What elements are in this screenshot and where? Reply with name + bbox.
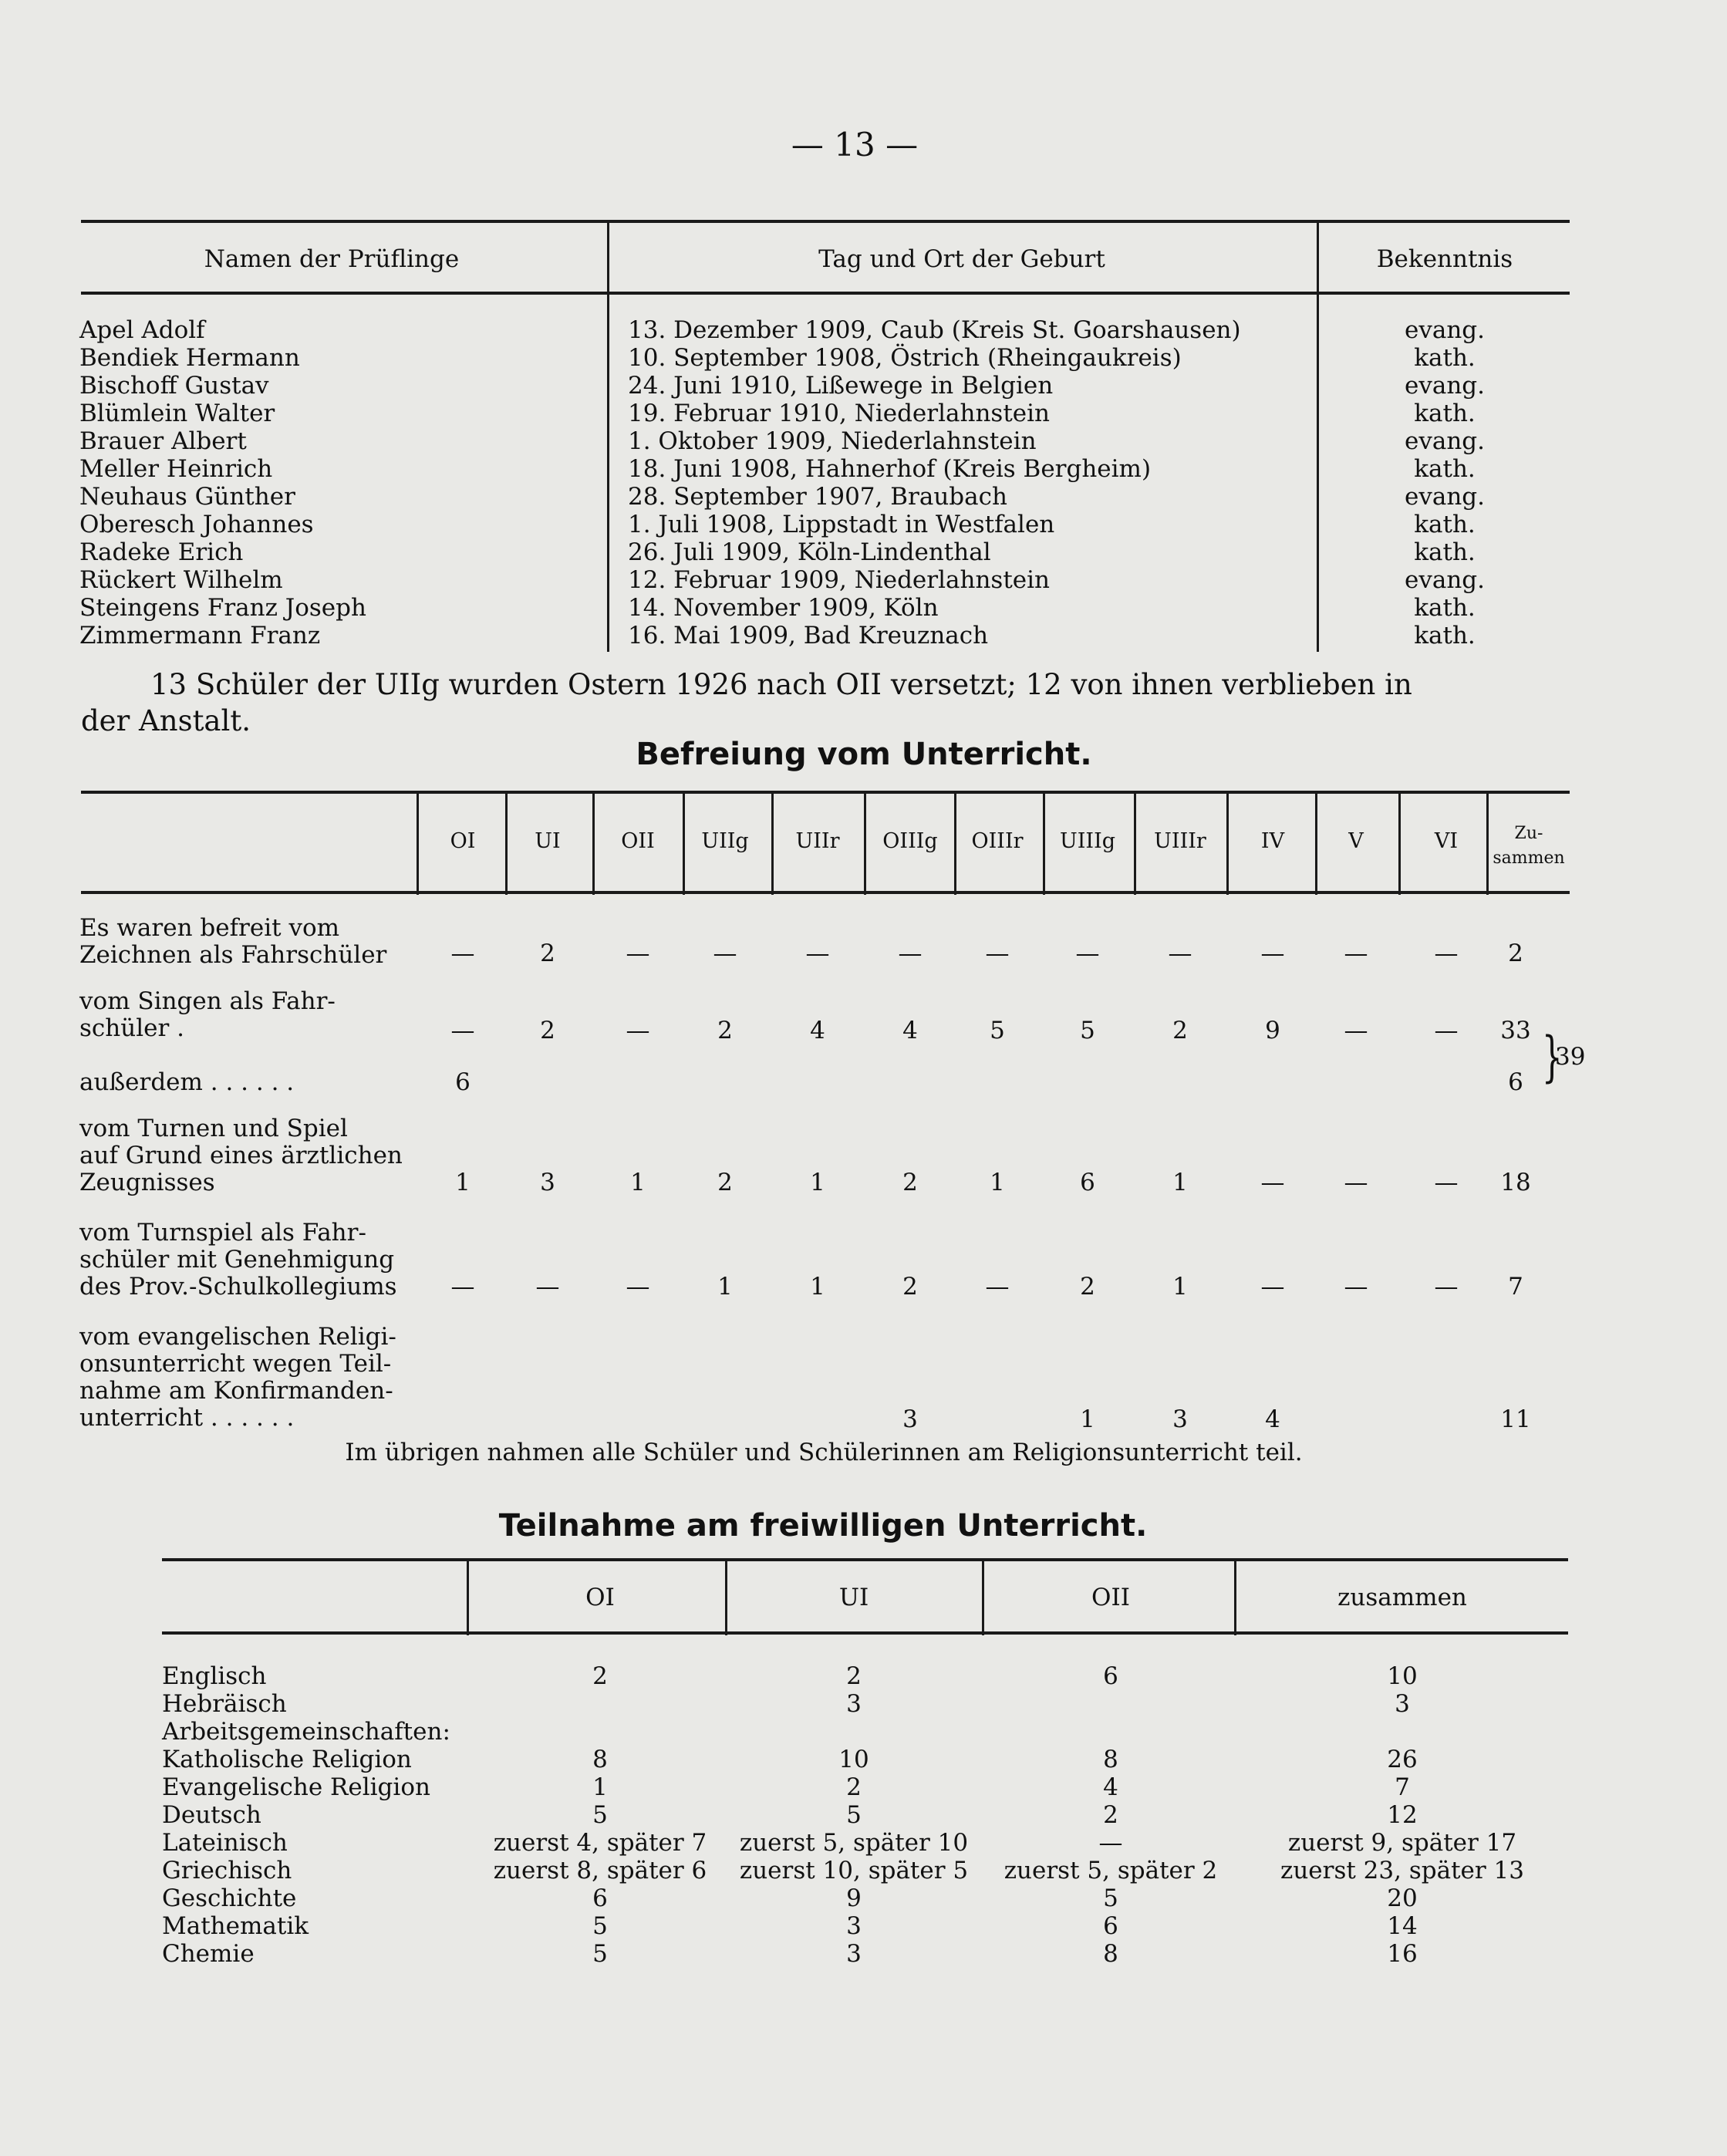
column-divider xyxy=(1486,791,1489,895)
exemption-count: 2 xyxy=(540,1017,555,1044)
exemption-label: schüler . xyxy=(79,1014,184,1042)
birth-date-place: 1. Oktober 1909, Niederlahnstein xyxy=(628,427,1037,455)
exemption-count: 5 xyxy=(990,1017,1005,1044)
participant-count: 12 xyxy=(1387,1801,1418,1829)
exemption-count: — xyxy=(985,940,1010,967)
participant-count: zuerst 8, später 6 xyxy=(493,1857,707,1884)
class-column-header: OI xyxy=(450,829,476,853)
class-column-header: UI xyxy=(838,1584,869,1611)
class-column-header: IV xyxy=(1260,829,1285,853)
participant-count: zuerst 9, später 17 xyxy=(1287,1829,1517,1857)
exemption-count: 2 xyxy=(902,1273,918,1301)
participant-count: 26 xyxy=(1387,1746,1418,1773)
exemption-count: 1 xyxy=(1172,1169,1188,1196)
exemption-label: vom Turnspiel als Fahr- xyxy=(79,1219,366,1247)
exemption-count: — xyxy=(626,940,650,967)
birth-date-place: 14. November 1909, Köln xyxy=(628,594,939,622)
class-column-header: UIIg xyxy=(701,829,749,853)
exemption-count: 6 xyxy=(455,1068,471,1096)
participant-count: 3 xyxy=(846,1690,862,1718)
exemption-count: 3 xyxy=(1172,1405,1188,1433)
class-column-header: OI xyxy=(585,1584,615,1611)
participant-count: 2 xyxy=(846,1773,862,1801)
exemption-label: schüler mit Genehmigung xyxy=(79,1246,395,1274)
participant-count: 10 xyxy=(1387,1662,1418,1690)
religion: evang. xyxy=(1404,427,1486,455)
participant-count: 2 xyxy=(1103,1801,1118,1829)
combined-total: 39 xyxy=(1555,1043,1586,1071)
participant-count: zuerst 4, später 7 xyxy=(493,1829,707,1857)
exemption-count: — xyxy=(805,940,830,967)
exemption-count: — xyxy=(626,1017,650,1044)
class-column-header: V xyxy=(1348,829,1364,853)
column-divider xyxy=(1234,1558,1236,1635)
participant-count: — xyxy=(1098,1829,1123,1857)
participant-count: zuerst 5, später 2 xyxy=(1003,1857,1218,1884)
exemption-total: 2 xyxy=(1508,940,1523,967)
exemption-count: — xyxy=(1075,940,1100,967)
religion: kath. xyxy=(1414,511,1476,538)
class-column-header: OII xyxy=(621,829,655,853)
participant-count: 5 xyxy=(592,1940,608,1968)
exemption-count: 9 xyxy=(1265,1017,1280,1044)
exemption-count: — xyxy=(450,940,475,967)
birth-date-place: 28. September 1907, Braubach xyxy=(628,483,1007,511)
birth-date-place: 16. Mai 1909, Bad Kreuznach xyxy=(628,622,989,649)
religion: kath. xyxy=(1414,538,1476,566)
religion: kath. xyxy=(1414,400,1476,427)
birth-date-place: 26. Juli 1909, Köln-Lindenthal xyxy=(628,538,991,566)
subject-name: Deutsch xyxy=(162,1801,261,1829)
exemption-label: vom evangelischen Religi- xyxy=(79,1323,396,1351)
participant-count: 16 xyxy=(1387,1940,1418,1968)
column-divider xyxy=(982,1558,984,1635)
participant-count: 1 xyxy=(592,1773,608,1801)
participant-count: 6 xyxy=(1103,1662,1118,1690)
participant-count: 3 xyxy=(1395,1690,1410,1718)
exemption-count: 2 xyxy=(1172,1017,1188,1044)
participant-count: 6 xyxy=(592,1884,608,1912)
participant-count: 5 xyxy=(1103,1884,1118,1912)
exemption-count: — xyxy=(985,1273,1010,1301)
participant-count: 5 xyxy=(592,1801,608,1829)
exemption-count: 1 xyxy=(717,1273,733,1301)
exemption-count: — xyxy=(1434,1273,1459,1301)
table-top-rule xyxy=(81,220,1570,223)
column-divider xyxy=(683,791,685,895)
exemption-count: — xyxy=(1434,1017,1459,1044)
class-column-header: UIIIg xyxy=(1059,829,1116,853)
exemption-count: — xyxy=(1260,1273,1285,1301)
examinee-name: Meller Heinrich xyxy=(79,455,273,483)
header-zusammen-2: sammen xyxy=(1493,849,1565,868)
table-top-rule xyxy=(162,1558,1568,1561)
exemption-count: — xyxy=(626,1273,650,1301)
exemption-count: 2 xyxy=(717,1017,733,1044)
participant-count: 8 xyxy=(1103,1746,1118,1773)
exemption-label: vom Turnen und Spiel xyxy=(79,1115,348,1142)
participant-count: 6 xyxy=(1103,1912,1118,1940)
exemption-total: 6 xyxy=(1508,1068,1523,1096)
exemption-count: 6 xyxy=(1080,1169,1095,1196)
exemption-count: 1 xyxy=(810,1273,825,1301)
examinee-name: Blümlein Walter xyxy=(79,400,275,427)
birth-date-place: 1. Juli 1908, Lippstadt in Westfalen xyxy=(628,511,1055,538)
participant-count: 3 xyxy=(846,1940,862,1968)
column-divider xyxy=(1315,791,1317,895)
exemption-count: 2 xyxy=(717,1169,733,1196)
exemption-count: 3 xyxy=(540,1169,555,1196)
table-top-rule xyxy=(81,791,1570,794)
exemption-count: 1 xyxy=(810,1169,825,1196)
participant-count: zuerst 23, später 13 xyxy=(1280,1857,1524,1884)
exemption-count: 3 xyxy=(902,1405,918,1433)
header-names: Namen der Prüflinge xyxy=(204,245,460,273)
class-column-header: VI xyxy=(1434,829,1459,853)
birth-date-place: 19. Februar 1910, Niederlahnstein xyxy=(628,400,1051,427)
class-column-header: OII xyxy=(1091,1584,1130,1611)
header-rule xyxy=(162,1631,1568,1635)
religion: evang. xyxy=(1404,372,1486,400)
examinee-name: Apel Adolf xyxy=(79,316,205,344)
exemption-count: — xyxy=(713,940,737,967)
participant-count: 5 xyxy=(592,1912,608,1940)
class-column-header: OIIIr xyxy=(971,829,1024,853)
subject-name: Hebräisch xyxy=(162,1690,287,1718)
exemption-count: 4 xyxy=(810,1017,825,1044)
participant-count: 20 xyxy=(1387,1884,1418,1912)
subject-name: Katholische Religion xyxy=(162,1746,412,1773)
subject-name: Griechisch xyxy=(162,1857,292,1884)
religion: evang. xyxy=(1404,316,1486,344)
class-column-header: UIIr xyxy=(795,829,840,853)
exemption-count: 1 xyxy=(455,1169,471,1196)
examinee-name: Rückert Wilhelm xyxy=(79,566,283,594)
teilnahme-title: Teilnahme am freiwilligen Unterricht. xyxy=(498,1508,1148,1544)
religion: kath. xyxy=(1414,594,1476,622)
examinee-name: Brauer Albert xyxy=(79,427,247,455)
exemption-count: 5 xyxy=(1080,1017,1095,1044)
subject-name: Englisch xyxy=(162,1662,267,1690)
participant-count: 2 xyxy=(592,1662,608,1690)
exemption-count: — xyxy=(450,1273,475,1301)
examinee-name: Radeke Erich xyxy=(79,538,244,566)
exemption-label: Zeugnisses xyxy=(79,1169,215,1196)
exemption-total: 18 xyxy=(1500,1169,1531,1196)
participant-count: 3 xyxy=(846,1912,862,1940)
participant-count: 7 xyxy=(1395,1773,1410,1801)
paragraph-line-2: der Anstalt. xyxy=(81,704,251,737)
class-column-header: zusammen xyxy=(1337,1584,1467,1611)
exemption-count: 4 xyxy=(902,1017,918,1044)
subject-name: Evangelische Religion xyxy=(162,1773,430,1801)
examinee-name: Bendiek Hermann xyxy=(79,344,300,372)
religion: kath. xyxy=(1414,455,1476,483)
exemption-count: — xyxy=(1260,940,1285,967)
exemption-count: 1 xyxy=(1080,1405,1095,1433)
column-divider xyxy=(467,1558,469,1635)
religion: kath. xyxy=(1414,344,1476,372)
exemption-count: — xyxy=(1168,940,1192,967)
header-religion: Bekenntnis xyxy=(1376,245,1513,273)
exemption-label: Zeichnen als Fahrschüler xyxy=(79,941,387,969)
exemption-count: — xyxy=(898,940,923,967)
exemption-count: 2 xyxy=(1080,1273,1095,1301)
column-divider xyxy=(864,791,866,895)
exemption-label: nahme am Konfirmanden- xyxy=(79,1377,393,1405)
participant-count: 5 xyxy=(846,1801,862,1829)
examinee-name: Steingens Franz Joseph xyxy=(79,594,366,622)
examinee-name: Neuhaus Günther xyxy=(79,483,295,511)
exemption-count: 4 xyxy=(1265,1405,1280,1433)
class-column-header: UIIIr xyxy=(1154,829,1206,853)
column-divider xyxy=(1043,791,1045,895)
exemption-count: — xyxy=(1344,940,1368,967)
exemption-label: Es waren befreit vom xyxy=(79,914,340,942)
participant-count: 4 xyxy=(1103,1773,1118,1801)
birth-date-place: 18. Juni 1908, Hahnerhof (Kreis Bergheim) xyxy=(628,455,1152,483)
subject-name: Lateinisch xyxy=(162,1829,288,1857)
class-column-header: OIIIg xyxy=(882,829,938,853)
examinee-name: Zimmermann Franz xyxy=(79,622,321,649)
subject-name: Geschichte xyxy=(162,1884,297,1912)
exemption-count: — xyxy=(1434,940,1459,967)
befreiung-note: Im übrigen nahmen alle Schüler und Schülerinnen am Religionsunterricht teil. xyxy=(345,1439,1303,1466)
exemption-label: des Prov.-Schulkollegiums xyxy=(79,1273,397,1301)
exemption-count: — xyxy=(1344,1273,1368,1301)
examinee-name: Bischoff Gustav xyxy=(79,372,269,400)
exemption-count: 2 xyxy=(902,1169,918,1196)
column-divider xyxy=(505,791,508,895)
exemption-total: 7 xyxy=(1508,1273,1523,1301)
header-rule xyxy=(81,891,1570,894)
total-brace: } xyxy=(1541,1025,1563,1088)
birth-date-place: 24. Juni 1910, Lißewege in Belgien xyxy=(628,372,1054,400)
exemption-label: auf Grund eines ärztlichen xyxy=(79,1142,403,1169)
befreiung-title: Befreiung vom Unterricht. xyxy=(636,737,1092,772)
religion: evang. xyxy=(1404,566,1486,594)
participant-count: 10 xyxy=(838,1746,869,1773)
exemption-label: onsunterricht wegen Teil- xyxy=(79,1350,392,1378)
exemption-total: 33 xyxy=(1500,1017,1531,1044)
paragraph-line-1: 13 Schüler der UIIg wurden Ostern 1926 nach OII versetzt; 12 von ihnen verblieben in xyxy=(150,668,1412,701)
participant-count: zuerst 10, später 5 xyxy=(739,1857,969,1884)
column-divider xyxy=(607,220,609,652)
exemption-count: — xyxy=(1344,1169,1368,1196)
exemption-count: 1 xyxy=(630,1169,646,1196)
column-divider xyxy=(1134,791,1136,895)
examinee-name: Oberesch Johannes xyxy=(79,511,314,538)
exemption-count: — xyxy=(450,1017,475,1044)
page-number: — 13 — xyxy=(791,126,919,164)
header-birth: Tag und Ort der Geburt xyxy=(818,245,1105,273)
birth-date-place: 12. Februar 1909, Niederlahnstein xyxy=(628,566,1051,594)
exemption-count: — xyxy=(535,1273,560,1301)
exemption-total: 11 xyxy=(1500,1405,1531,1433)
participant-count: 9 xyxy=(846,1884,862,1912)
exemption-count: — xyxy=(1260,1169,1285,1196)
exemption-label: vom Singen als Fahr- xyxy=(79,987,336,1015)
participant-count: 8 xyxy=(592,1746,608,1773)
column-divider xyxy=(1226,791,1229,895)
column-divider xyxy=(725,1558,727,1635)
exemption-count: 1 xyxy=(1172,1273,1188,1301)
column-divider xyxy=(1398,791,1401,895)
column-divider xyxy=(954,791,956,895)
participant-count: 14 xyxy=(1387,1912,1418,1940)
class-column-header: UI xyxy=(535,829,561,853)
subject-name: Chemie xyxy=(162,1940,255,1968)
exemption-count: — xyxy=(1344,1017,1368,1044)
header-zusammen-1: Zu- xyxy=(1514,824,1543,843)
column-divider xyxy=(1317,220,1319,652)
exemption-count: 2 xyxy=(540,940,555,967)
exemption-label: außerdem . . . . . . xyxy=(79,1068,295,1096)
participant-count: zuerst 5, später 10 xyxy=(739,1829,969,1857)
column-divider xyxy=(592,791,595,895)
participant-count: 2 xyxy=(846,1662,862,1690)
column-divider xyxy=(771,791,774,895)
participant-count: 8 xyxy=(1103,1940,1118,1968)
header-rule xyxy=(81,292,1570,295)
birth-date-place: 10. September 1908, Östrich (Rheingaukreis) xyxy=(628,344,1182,372)
exemption-count: 1 xyxy=(990,1169,1005,1196)
subject-name: Mathematik xyxy=(162,1912,309,1940)
column-divider xyxy=(417,791,419,895)
exemption-count: — xyxy=(1434,1169,1459,1196)
religion: evang. xyxy=(1404,483,1486,511)
exemption-label: unterricht . . . . . . xyxy=(79,1404,295,1432)
birth-date-place: 13. Dezember 1909, Caub (Kreis St. Goarshausen) xyxy=(628,316,1241,344)
religion: kath. xyxy=(1414,622,1476,649)
subject-name: Arbeitsgemeinschaften: xyxy=(162,1718,450,1746)
